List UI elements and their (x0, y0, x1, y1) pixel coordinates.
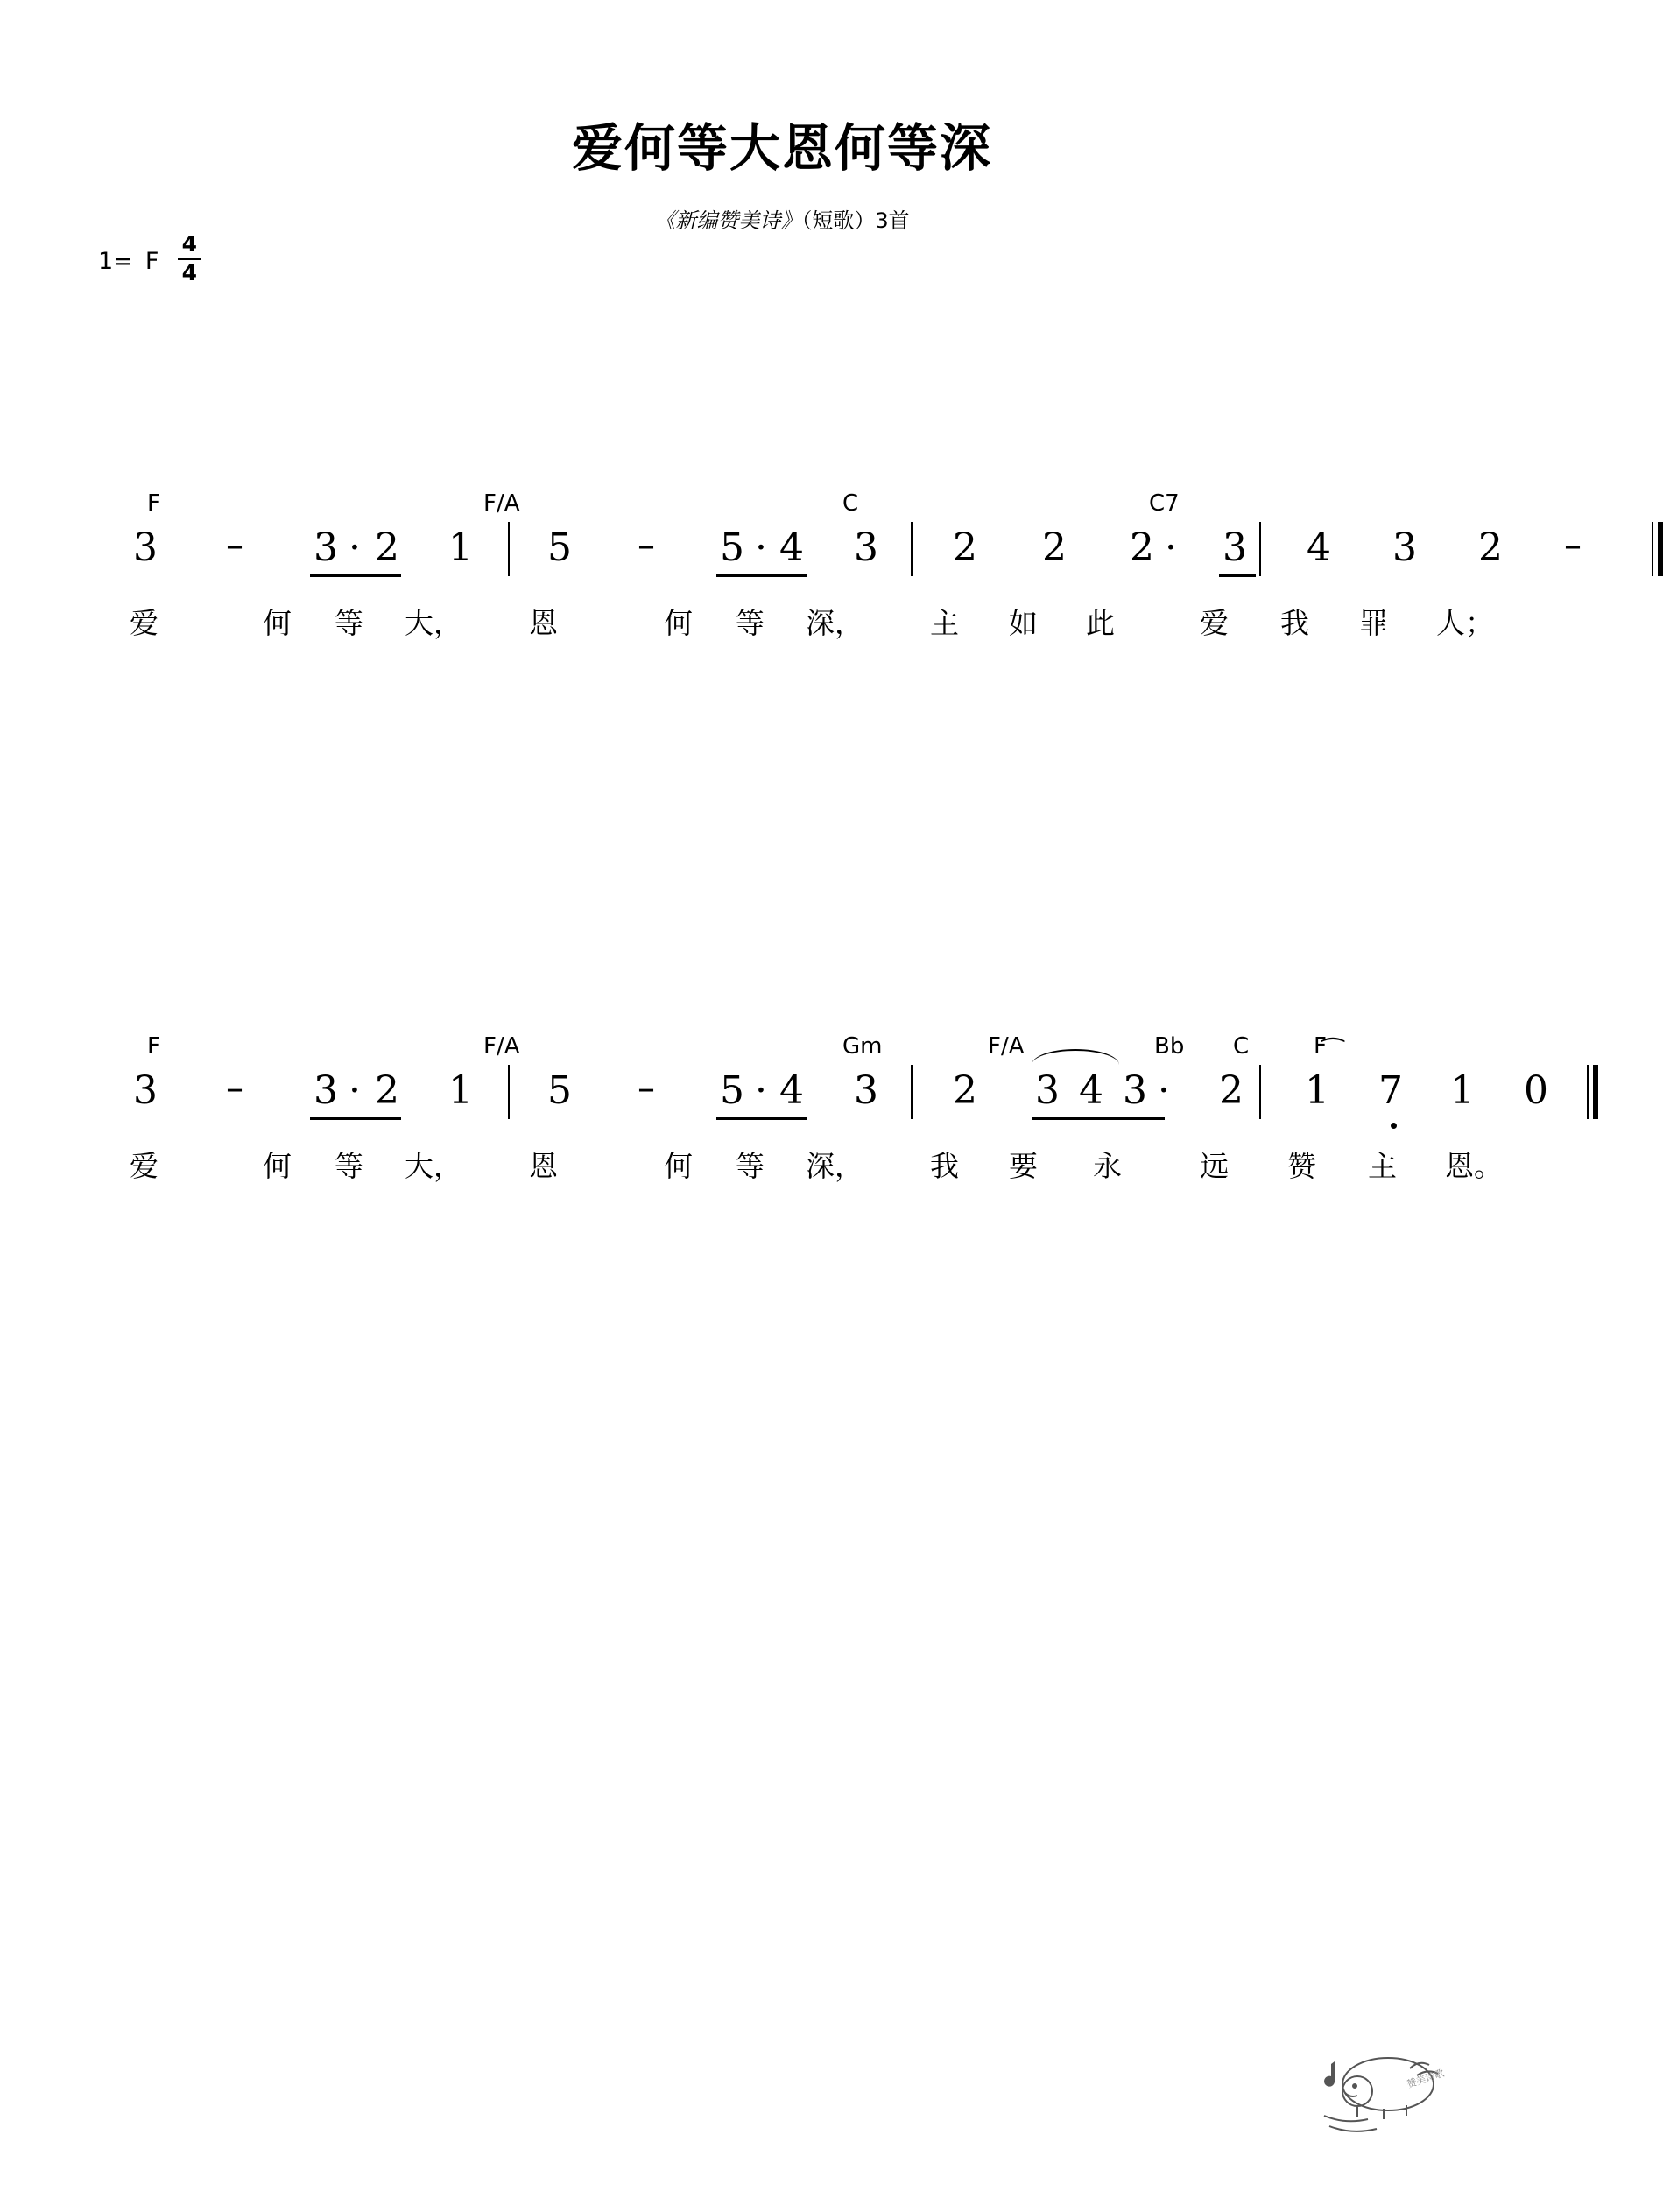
beam-line (716, 1117, 807, 1120)
chord-symbol: F (147, 1033, 160, 1060)
lyric-syllable: 何 (263, 606, 292, 640)
note: · (349, 1068, 361, 1113)
note: – (226, 525, 243, 566)
lyric-syllable: 爱 (130, 1149, 159, 1183)
chord-symbol: F (1314, 1033, 1327, 1060)
note: 2 (953, 1068, 977, 1113)
lyric-syllable: 大， (405, 1149, 462, 1183)
beam-line (1219, 574, 1256, 577)
lyric-syllable: 如 (1009, 606, 1038, 640)
chord-symbol: Bb (1154, 1033, 1185, 1060)
lyric-syllable: 等 (736, 606, 765, 640)
sheep-watermark-icon (1305, 2030, 1462, 2144)
note: 7 (1378, 1068, 1403, 1113)
barline (911, 1065, 913, 1119)
note: · (1165, 525, 1177, 570)
lyric-syllable: 深， (806, 1149, 863, 1183)
key-note: F (144, 247, 159, 275)
chord-symbol: C (1233, 1033, 1250, 1060)
chord-symbol: C (842, 490, 859, 517)
lyric-syllable: 主 (930, 606, 959, 640)
chord-row-1 (0, 490, 1564, 525)
barline (1259, 1065, 1261, 1119)
note: 5 (547, 525, 572, 570)
beam-line (716, 574, 807, 577)
beam-line (310, 1117, 401, 1120)
key-label: 1= (98, 247, 133, 275)
lyric-syllable: 何 (263, 1149, 292, 1183)
note: – (638, 525, 655, 566)
lyric-syllable: 何 (664, 606, 693, 640)
lyric-syllable: 要 (1009, 1149, 1038, 1183)
note: 2 (375, 1068, 399, 1113)
lyric-syllable: 深， (806, 606, 863, 640)
lyric-syllable: 等 (335, 1149, 363, 1183)
note: 4 (1079, 1068, 1103, 1113)
note: 2 (1042, 525, 1067, 570)
lyric-syllable: 恩 (529, 1149, 558, 1183)
lyric-syllable: 恩。 (1445, 1149, 1503, 1183)
lyric-row-2 (0, 1144, 1564, 1196)
note: 5 (547, 1068, 572, 1113)
note: 1 (1305, 1068, 1329, 1113)
page-title: 爱何等大恩何等深 (571, 118, 992, 178)
note: 3 (1035, 1068, 1060, 1113)
fermata-icon: ⁀ (1322, 1039, 1344, 1069)
lyric-syllable: 罪 (1359, 606, 1388, 640)
note: 2 (1478, 525, 1503, 570)
note: 3 (1223, 525, 1247, 570)
beam-line (1032, 1117, 1165, 1120)
chord-symbol: C7 (1149, 490, 1180, 517)
note: – (638, 1068, 655, 1109)
note: 3 (314, 1068, 338, 1113)
note: 5 (720, 525, 744, 570)
lyric-syllable: 我 (930, 1149, 959, 1183)
lyric-syllable: 赞 (1287, 1149, 1316, 1183)
subtitle-book: 《新编赞美诗》 (654, 208, 802, 233)
octave-dot (1391, 1123, 1397, 1129)
note: 2 (375, 525, 399, 570)
page-subtitle (0, 203, 1564, 234)
lyric-syllable: 远 (1200, 1149, 1229, 1183)
subtitle-rest: （短歌）3首 (801, 208, 910, 233)
note: 4 (779, 525, 804, 570)
key-signature (98, 231, 201, 287)
lyric-row-1 (0, 601, 1564, 653)
note: 1 (448, 525, 473, 570)
note: 2 (953, 525, 977, 570)
note: · (755, 1068, 767, 1113)
lyric-syllable: 主 (1368, 1149, 1397, 1183)
note: 3 (1392, 525, 1417, 570)
lyric-syllable: 我 (1280, 606, 1309, 640)
note: · (349, 525, 361, 570)
note: 3 (854, 525, 878, 570)
note: 2 (1219, 1068, 1244, 1113)
chord-symbol: F/A (483, 1033, 520, 1060)
lyric-syllable: 恩 (529, 606, 558, 640)
barline (1259, 522, 1261, 576)
note: 3 (133, 1068, 158, 1113)
chord-symbol: F (147, 490, 160, 517)
lyric-syllable: 何 (664, 1149, 693, 1183)
note: – (226, 1068, 243, 1109)
lyric-syllable: 爱 (130, 606, 159, 640)
lyric-syllable: 爱 (1200, 606, 1229, 640)
music-system-1 (0, 490, 1582, 653)
lyric-syllable: 等 (736, 1149, 765, 1183)
note: 5 (720, 1068, 744, 1113)
note-row-1 (0, 525, 1582, 601)
note: 4 (779, 1068, 804, 1113)
barline (508, 1065, 510, 1119)
chord-symbol: F/A (988, 1033, 1025, 1060)
music-system-2 (0, 1033, 1564, 1196)
lyric-syllable: 人； (1436, 606, 1494, 640)
note: 2 (1130, 525, 1154, 570)
note: 4 (1307, 525, 1331, 570)
note: 3 (1123, 1068, 1147, 1113)
note: · (1158, 1068, 1170, 1113)
note: 1 (448, 1068, 473, 1113)
note: · (755, 525, 767, 570)
meter-numerator: 4 (181, 231, 198, 257)
lyric-syllable: 大， (405, 606, 462, 640)
lyric-syllable: 永 (1093, 1149, 1122, 1183)
time-signature (178, 233, 201, 285)
beam-line (310, 574, 401, 577)
chord-symbol: F/A (483, 490, 520, 517)
lyric-syllable: 此 (1086, 606, 1115, 640)
note: 1 (1450, 1068, 1475, 1113)
note: 3 (133, 525, 158, 570)
barline (508, 522, 510, 576)
note: 3 (314, 525, 338, 570)
meter-denominator: 4 (181, 260, 198, 285)
note: – (1564, 525, 1582, 566)
chord-symbol: Gm (842, 1033, 883, 1060)
barline (911, 522, 913, 576)
lyric-syllable: 等 (335, 606, 363, 640)
note: 3 (854, 1068, 878, 1113)
note: 0 (1524, 1068, 1548, 1113)
svg-text:赞美诗歌: 赞美诗歌 (1405, 2067, 1446, 2090)
